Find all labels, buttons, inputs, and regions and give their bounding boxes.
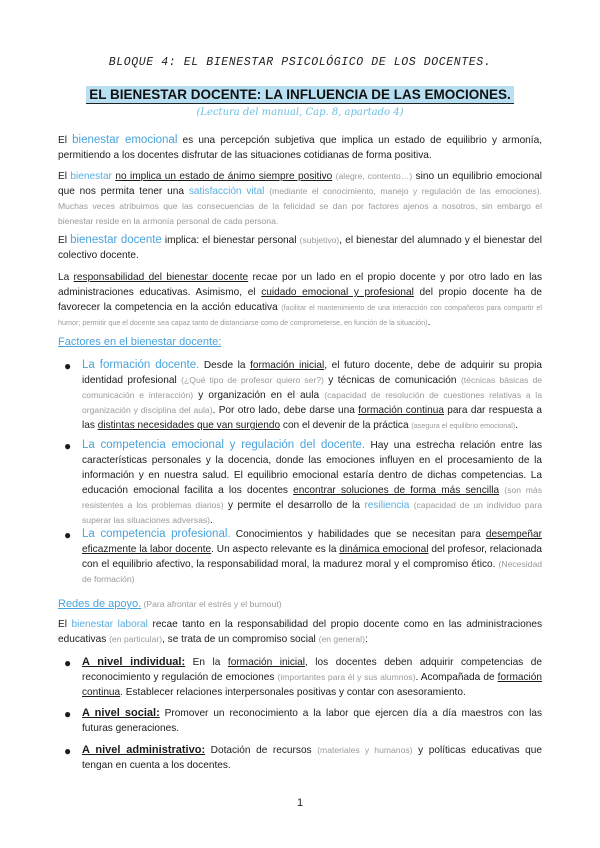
text: y permite el desarrollo de la [223,500,365,511]
redes-heading-line [58,594,282,612]
note: (técnicas básicas de comunicación e interacción) [82,375,542,400]
text: y organización en el aula [193,390,325,401]
text: y técnicas de comunicación [323,375,461,386]
note: (en particular) [109,634,163,644]
text: . Por otro lado, debe darse una [212,405,359,416]
text: El [58,135,73,146]
item-heading: A nivel administrativo: [82,744,206,756]
text: sino un equilibrio emocional que nos permita tener una [58,171,543,197]
underlined-text: formación continua [82,672,542,698]
text: del propio docente ha de favorecer la competencia en la acción educativa [58,287,542,313]
note: (capacidad de resolución de cuestiones relativas a la organización y disciplina del aula) [82,390,542,415]
main-title-text: EL BIENESTAR DOCENTE: LA INFLUENCIA DE LAS EMOCIONES. [86,86,514,104]
text: . Establecer relaciones interpersonales positivas y contar con asesoramiento. [120,687,466,698]
text: , el bienestar del alumnado y el bienestar del colectivo docente. [58,235,542,261]
text: con el devenir de la práctica [280,420,412,431]
text: En la [185,657,228,668]
bullet-icon: ● [64,707,72,721]
text: , el futuro docente, debe de adquirir su propia identidad profesional [82,360,542,386]
nivel-administrativo [82,743,542,773]
note: (alegre, contento…) [335,171,413,181]
text: recae tanto en la responsabilidad del propio docente como en las administraciones educativas [58,619,542,645]
note: (en general) [318,634,365,644]
note: (mediante el conocimiento, manejo y regulación de las emociones) [269,186,540,196]
note: (son más resistentes a los problemas diarios) [82,485,542,510]
factor-formacion-docente [82,358,542,433]
keyword: resiliencia [364,500,410,511]
block-title: BLOQUE 4: EL BIENESTAR PSICOLÓGICO DE LOS DOCENTES. [108,56,492,69]
text: . Un aspecto relevante es la [211,544,340,555]
text: del profesor, relacionada con el equilibrio afectivo, la responsabilidad moral, la madurez moral y el compromiso ético. [82,544,542,570]
underlined-text: desempeñar eficazmente la labor docente [82,529,542,555]
paragraph-bienestar-docente [58,233,542,263]
paragraph-responsabilidad [58,270,542,330]
note: . Muchas veces atribuimos que las consecuencias de la felicidad se dan por factores ajenos a nosotros, sin embargo el bienestar reside en la armonía personal de cada persona. [58,186,542,226]
underlined-text: formación continua [358,405,444,416]
text: . [427,317,431,328]
text: Conocimientos y habilidades que se necesitan para [230,529,486,540]
underlined-text: no implica un estado de ánimo siempre positivo [115,171,333,182]
note: (¿Qué tipo de profesor quiero ser?) [181,375,324,385]
text: . [515,420,519,431]
note: (subjetivo) [299,235,340,245]
note: (Para afrontar el estrés y el burnout) [141,599,282,609]
note: (capacidad de un individuo para superar las situaciones adversas) [82,500,542,525]
text: El [58,235,71,246]
text: Promover un reconocimiento a la labor que ejercen día a día maestros con las futuras generaciones. [82,708,543,734]
factor-competencia-profesional [82,527,542,587]
paragraph-bienestar-laboral [58,617,542,647]
text: para dar respuesta a las [82,405,543,431]
item-heading: A nivel individual: [82,656,186,668]
underlined-text: cuidado emocional y profesional [261,287,414,298]
text: Dotación de recursos [205,745,318,756]
note: (Necesidad de formación) [82,559,542,584]
item-heading: La competencia emocional y regulación del docente. [82,439,366,451]
factores-heading: Factores en el bienestar docente: [58,336,222,348]
text: Hay una estrecha relación entre las características personales y la docencia, donde las emociones influyen en el procesamiento de la información y en nuestra salud. El equilibrio emocional estaría dentro de dichas competencias. La educación emocional facilita a los docentes [82,440,542,496]
keyword: bienestar emocional [72,134,178,146]
underlined-text: responsabilidad del bienestar docente [73,272,249,283]
nivel-individual [82,655,542,700]
bullet-icon: ● [64,439,72,453]
text: recae por un lado en el propio docente y por otro lado en las administraciones educativas. Asimismo, el [58,272,542,298]
factor-competencia-emocional [82,438,542,528]
main-title [0,86,600,104]
text: implica: el bienestar personal [161,235,300,246]
item-heading: A nivel social: [82,707,160,719]
underlined-text: formación inicial [250,360,325,371]
text: y políticas educativas que tengan en cuenta a los docentes. [82,745,543,771]
text: Desde la [199,360,251,371]
text: El [58,171,71,182]
underlined-text: distintas necesidades que van surgiendo [97,420,281,431]
redes-heading: Redes de apoyo. [58,598,142,610]
bullet-icon: ● [64,744,72,758]
text: es una percepción subjetiva que implica un estado de equilibrio y armonía, permitiendo a los docentes disfrutar de las situaciones cotidianas de forma positiva. [58,135,543,161]
bullet-icon: ● [64,359,72,373]
page-number: 1 [296,797,304,809]
note: (importantes para él y sus alumnos) [277,672,416,682]
keyword: bienestar [70,171,112,182]
text: La [58,272,74,283]
paragraph-bienestar-emocional [58,133,542,163]
note: (materiales y humanos) [317,745,413,755]
underlined-text: encontrar soluciones de forma más sencilla [293,485,500,496]
text: , los docentes deben adquirir competencias de reconocimiento y regulación de emociones [82,657,542,683]
keyword: bienestar laboral [71,619,148,630]
keyword: satisfacción vital [188,186,265,197]
nivel-social [82,706,542,736]
underlined-text: formación inicial [227,657,305,668]
text: El [58,619,72,630]
item-heading: La competencia profesional. [82,528,231,540]
item-heading: La formación docente. [82,359,200,371]
text: , se trata de un compromiso social [162,634,319,645]
note: (asegura el equilibrio emocional) [411,421,516,430]
paragraph-bienestar [58,169,542,229]
bullet-icon: ● [64,528,72,542]
bullet-icon: ● [64,656,72,670]
underlined-text: dinámica emocional [339,544,429,555]
text: . [210,515,213,526]
text: : [364,634,368,645]
subtitle: (Lectura del manual, Cap. 8, apartado 4) [196,107,404,118]
keyword: bienestar docente [70,234,162,246]
note: (facilitar el mantenimiento de una interacción con compañeros para compartir el humor; permitir que el docente sea capaz tanto de distanciarse como de comprometerse, en función de la situación) [58,303,543,327]
text: . Acompañada de [415,672,498,683]
